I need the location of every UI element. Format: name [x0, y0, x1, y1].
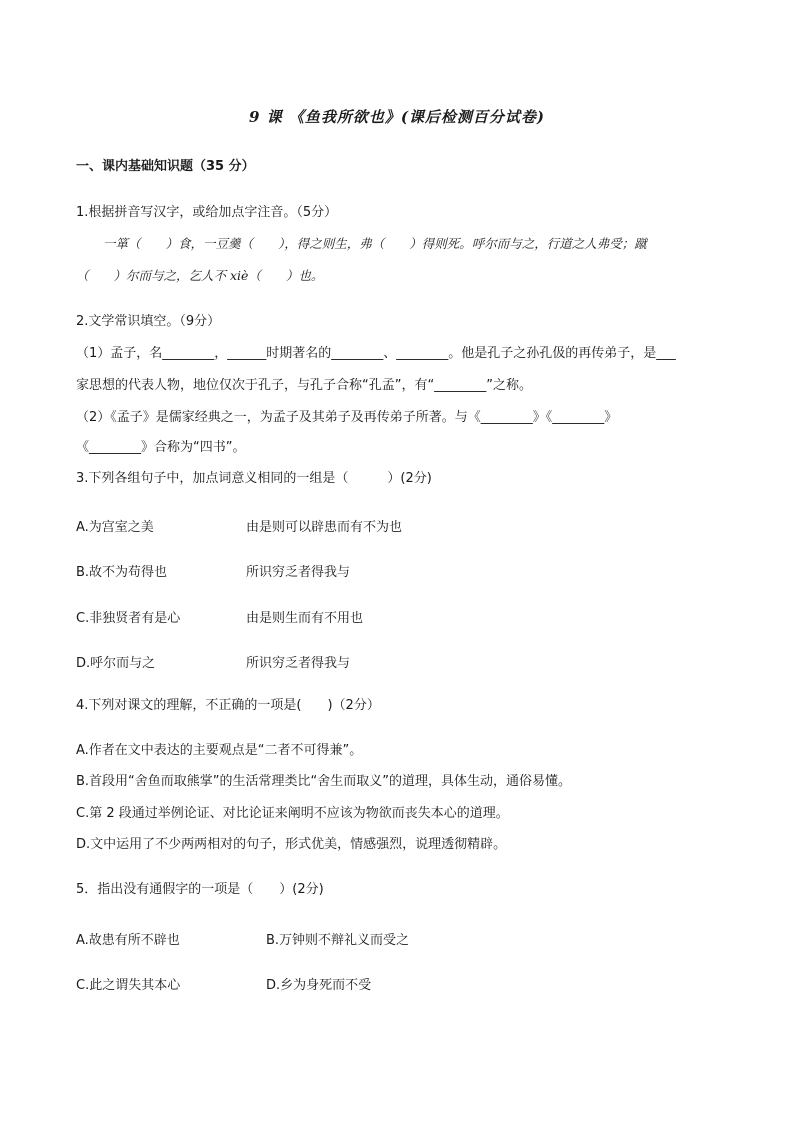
- q5-option-c: C.此之谓失其本心: [76, 978, 181, 993]
- question-4-stem: 4.下列对课文的理解，不正确的一项是( )（2分）: [76, 698, 380, 713]
- question-1-stem: 1.根据拼音写汉字，或给加点字注音。（5分）: [76, 205, 338, 220]
- page-title: 9 课 《鱼我所欲也》(课后检测百分试卷): [248, 108, 546, 126]
- q5-option-d: D.乡为身死而不受: [266, 978, 372, 993]
- question-2-line-1: （1）孟子，名________，______时期著名的________、________。他是孔子之孙孔伋的再传弟子，是___: [76, 346, 676, 361]
- q3-option-d-left: D.呼尔而与之: [76, 656, 156, 671]
- question-2-stem: 2.文学常识填空。（9分）: [76, 314, 221, 329]
- question-2-line-4: 《________》合称为“四书”。: [76, 440, 246, 455]
- q3-option-b-left: B.故不为苟得也: [76, 565, 168, 580]
- q3-option-b-right: 所识穷乏者得我与: [246, 565, 351, 580]
- q5-option-b: B.万钟则不辩礼义而受之: [266, 933, 410, 948]
- q4-option-b: B.首段用“舍鱼而取熊掌”的生活常理类比“舍生而取义”的道理，具体生动，通俗易懂。: [76, 774, 571, 789]
- q3-option-a-left: A.为宫室之美: [76, 520, 154, 535]
- q4-option-d: D.文中运用了不少两两相对的句子，形式优美，情感强烈，说理透彻精辟。: [76, 837, 507, 852]
- question-2-line-2: 家思想的代表人物，地位仅次于孔子，与孔子合称“孔孟”，有“________”之称。: [76, 378, 532, 393]
- question-5-stem: 5．指出没有通假字的一项是（ ）(2分): [76, 882, 324, 897]
- section-heading: 一、课内基础知识题（35 分）: [76, 159, 255, 174]
- q3-option-c-right: 由是则生而有不用也: [246, 611, 364, 626]
- q5-option-a: A.故患有所不辟也: [76, 933, 180, 948]
- q4-option-c: C.第 2 段通过举例论证、对比论证来阐明不应该为物欲而丧失本心的道理。: [76, 806, 509, 821]
- q3-option-c-left: C.非独贤者有是心: [76, 611, 181, 626]
- question-2-line-3: （2）《孟子》是儒家经典之一，为孟子及其弟子及再传弟子所著。与《________》《________》: [76, 410, 618, 425]
- question-1-line-2: （ ）尔而与之，乞人不 xiè（ ）也。: [76, 268, 324, 283]
- question-1-line-1: 一箪（ ）食，一豆羹（ ），得之则生，弗（ ）得则死。呼尔而与之，行道之人弗受；蹴: [103, 236, 647, 251]
- q4-option-a: A.作者在文中表达的主要观点是“二者不可得兼”。: [76, 743, 363, 758]
- q3-option-d-right: 所识穷乏者得我与: [246, 656, 351, 671]
- question-3-stem: 3.下列各组句子中，加点词意义相同的一组是（ ）(2分): [76, 471, 432, 486]
- q3-option-a-right: 由是则可以辟患而有不为也: [246, 520, 403, 535]
